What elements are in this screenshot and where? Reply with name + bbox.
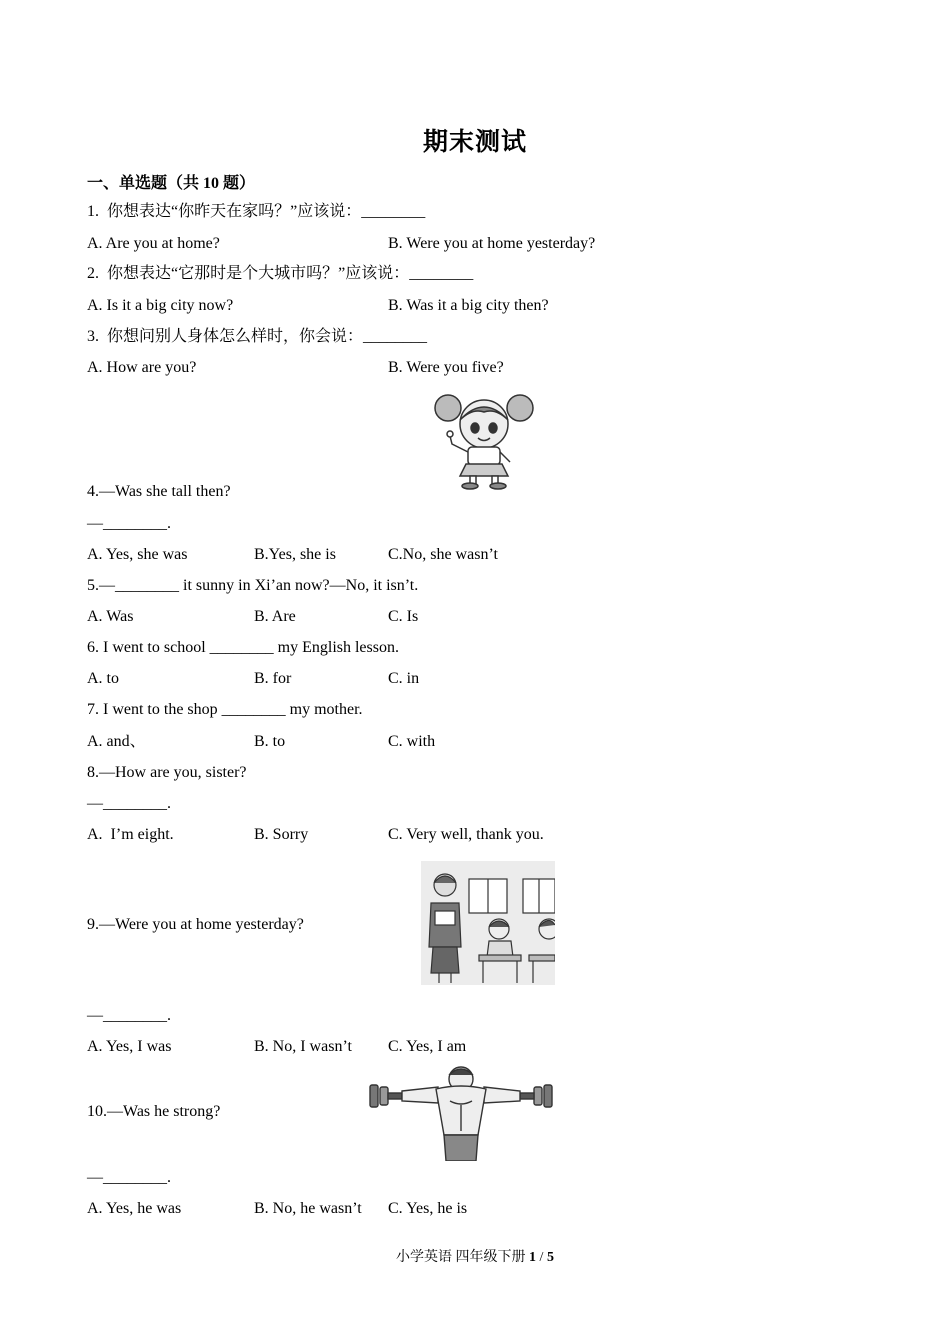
question-2-option-b[interactable]: B. Was it a big city then? [388,297,549,314]
question-5-option-b[interactable]: B. Are [254,608,296,625]
footer-page-number: 1 [529,1250,537,1265]
question-8-answer-blank[interactable]: —________. [87,795,171,812]
page-title: 期末测试 [422,129,527,156]
question-9-option-c[interactable]: C. Yes, I am [388,1038,467,1055]
question-2-option-a[interactable]: A. Is it a big city now? [87,297,234,314]
question-6-option-b[interactable]: B. for [254,670,292,687]
question-1-option-a[interactable]: A. Are you at home? [87,235,220,252]
question-5-stem: 5.—________ it sunny in Xi’an now?—No, it isn’t. [87,577,419,594]
classroom-illustration [421,861,555,985]
question-10-answer-blank[interactable]: —________. [87,1169,171,1186]
question-9-option-b[interactable]: B. No, I wasn’t [254,1038,352,1055]
question-6-option-c[interactable]: C. in [388,670,420,687]
question-9-option-a[interactable]: A. Yes, I was [87,1038,172,1055]
question-10-option-c[interactable]: C. Yes, he is [388,1200,468,1217]
question-8-option-a[interactable]: A. I’m eight. [87,826,174,843]
question-9-answer-blank[interactable]: —________. [87,1007,171,1024]
question-3-stem: 3. 你想问别人身体怎么样时，你会说：________ [87,328,428,345]
question-2-stem: 2. 你想表达“它那时是个大城市吗？”应该说：________ [87,265,474,282]
footer-separator: / [539,1250,544,1265]
question-4-answer-blank[interactable]: —________. [87,515,171,532]
question-8-option-c[interactable]: C. Very well, thank you. [388,826,544,843]
question-6-stem: 6. I went to school ________ my English lesson. [87,639,399,656]
page-footer [0,1246,950,1266]
question-10-stem: 10.—Was he strong? [87,1103,221,1120]
question-8-stem: 8.—How are you, sister? [87,764,247,781]
girl-illustration [430,390,538,490]
footer-page-total: 5 [546,1250,554,1265]
question-7-stem: 7. I went to the shop ________ my mother. [87,701,363,718]
question-7-option-a[interactable]: A. and、 [87,733,146,750]
footer-text: 小学英语 四年级下册 [396,1250,526,1265]
question-4-option-a[interactable]: A. Yes, she was [87,546,188,563]
question-6-option-a[interactable]: A. to [87,670,119,687]
question-1-option-b[interactable]: B. Were you at home yesterday? [388,235,596,252]
question-9-stem: 9.—Were you at home yesterday? [87,916,304,933]
question-1-stem: 1. 你想表达“你昨天在家吗？”应该说：________ [87,203,426,220]
question-3-option-b[interactable]: B. Were you five? [388,359,504,376]
question-4-stem: 4.—Was she tall then? [87,483,231,500]
question-5-option-a[interactable]: A. Was [87,608,134,625]
question-4-option-c[interactable]: C.No, she wasn’t [388,546,498,563]
question-7-option-b[interactable]: B. to [254,733,286,750]
question-10-option-a[interactable]: A. Yes, he was [87,1200,182,1217]
section-heading: 一、单选题（共 10 题） [87,175,256,192]
question-10-option-b[interactable]: B. No, he wasn’t [254,1200,362,1217]
question-5-option-c[interactable]: C. Is [388,608,419,625]
strongman-illustration [366,1065,556,1161]
question-4-option-b[interactable]: B.Yes, she is [254,546,336,563]
question-3-option-a[interactable]: A. How are you? [87,359,197,376]
question-7-option-c[interactable]: C. with [388,733,436,750]
question-8-option-b[interactable]: B. Sorry [254,826,309,843]
